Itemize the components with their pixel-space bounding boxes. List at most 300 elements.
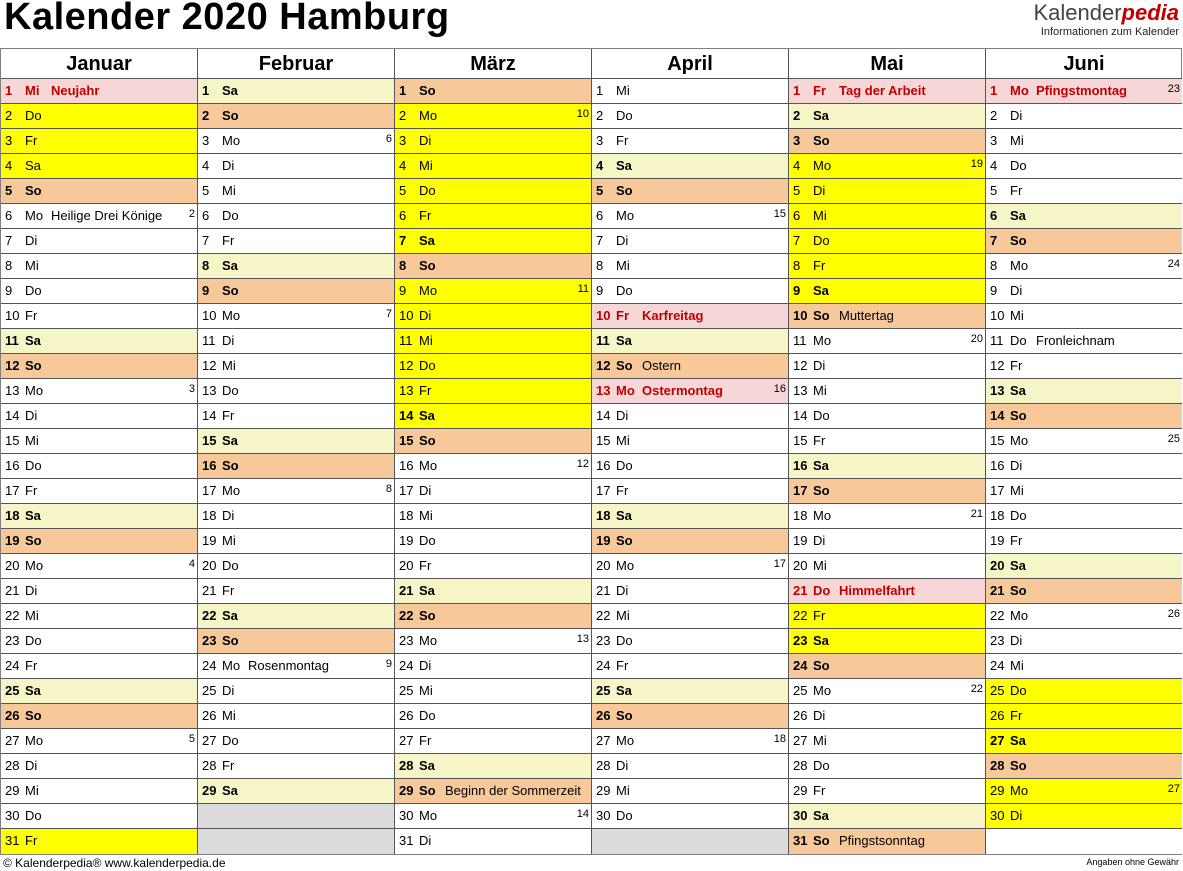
day-number: 17 [399, 483, 414, 498]
day-cell [198, 579, 394, 604]
day-cell [1, 604, 197, 629]
day-number: 12 [399, 358, 414, 373]
day-number: 28 [990, 758, 1005, 773]
day-number: 17 [202, 483, 217, 498]
day-cell [395, 229, 591, 254]
day-number: 14 [202, 408, 217, 423]
day-number: 30 [399, 808, 414, 823]
day-number: 22 [793, 608, 808, 623]
day-cell [1, 254, 197, 279]
weekday: Mi [222, 183, 236, 198]
day-cell [395, 629, 591, 654]
day-number: 23 [202, 633, 217, 648]
brand-logo[interactable] [1033, 2, 1179, 38]
weekday: So [222, 283, 239, 298]
day-number: 7 [596, 233, 604, 248]
weekday: Fr [222, 583, 235, 598]
day-cell [395, 204, 591, 229]
day-number: 18 [990, 508, 1005, 523]
weekday: Do [25, 283, 42, 298]
weekday: Sa [1010, 558, 1026, 573]
day-number: 12 [596, 358, 611, 373]
weekday: Sa [25, 158, 41, 173]
day-number: 17 [990, 483, 1005, 498]
day-cell [986, 504, 1182, 529]
day-cell [1, 104, 197, 129]
day-cell [1, 704, 197, 729]
day-number: 13 [990, 383, 1005, 398]
day-number: 1 [5, 83, 13, 98]
calendar-grid [0, 48, 1182, 855]
day-number: 1 [399, 83, 407, 98]
day-number: 8 [793, 258, 801, 273]
day-cell [789, 229, 985, 254]
day-number: 22 [596, 608, 611, 623]
weekday: Di [419, 483, 432, 498]
weekday: Mo [25, 558, 44, 573]
day-number: 20 [990, 558, 1005, 573]
weekday: Sa [813, 458, 829, 473]
day-cell [986, 329, 1182, 354]
weekday: Sa [419, 583, 435, 598]
day-number: 6 [596, 208, 604, 223]
day-cell [592, 429, 788, 454]
weekday: Mo [25, 383, 44, 398]
day-number: 22 [202, 608, 217, 623]
weekday: Di [222, 333, 235, 348]
day-cell [1, 554, 197, 579]
day-number: 16 [990, 458, 1005, 473]
weekday: Mo [419, 283, 438, 298]
day-cell [198, 479, 394, 504]
day-number: 28 [596, 758, 611, 773]
day-number: 29 [399, 783, 414, 798]
weekday: Di [1010, 458, 1023, 473]
day-cell [789, 554, 985, 579]
month-column [1, 49, 198, 854]
weekday: Sa [222, 258, 238, 273]
day-number: 15 [399, 433, 414, 448]
weekday: Mo [1010, 83, 1029, 98]
weekday: Fr [813, 83, 826, 98]
day-cell [592, 254, 788, 279]
holiday-label: Ostermontag [642, 383, 723, 398]
day-cell [986, 779, 1182, 804]
day-number: 31 [399, 833, 414, 848]
day-number: 23 [399, 633, 414, 648]
day-cell [986, 279, 1182, 304]
day-cell [1, 629, 197, 654]
day-cell [395, 379, 591, 404]
day-number: 6 [202, 208, 210, 223]
day-number: 20 [793, 558, 808, 573]
week-number: 24 [1167, 258, 1180, 270]
weekday: Di [419, 308, 432, 323]
weekday: Mi [813, 208, 827, 223]
day-cell [592, 704, 788, 729]
weekday: Fr [813, 433, 826, 448]
day-number: 26 [596, 708, 611, 723]
day-number: 24 [793, 658, 808, 673]
day-number: 27 [596, 733, 611, 748]
day-cell [986, 229, 1182, 254]
day-number: 29 [793, 783, 808, 798]
day-number: 21 [202, 583, 217, 598]
day-number: 8 [990, 258, 998, 273]
day-cell [395, 154, 591, 179]
day-number: 21 [793, 583, 808, 598]
day-cell [395, 254, 591, 279]
weekday: Do [616, 808, 633, 823]
day-cell [1, 754, 197, 779]
day-number: 21 [990, 583, 1005, 598]
day-cell [789, 629, 985, 654]
week-number: 22 [970, 683, 983, 695]
day-number: 22 [399, 608, 414, 623]
day-number: 5 [596, 183, 604, 198]
day-cell [789, 154, 985, 179]
day-cell [789, 129, 985, 154]
day-cell [789, 254, 985, 279]
day-number: 23 [596, 633, 611, 648]
weekday: Fr [25, 483, 38, 498]
weekday: Do [222, 383, 239, 398]
day-cell [1, 579, 197, 604]
event-label: Muttertag [839, 308, 894, 323]
day-cell [592, 654, 788, 679]
day-cell [592, 804, 788, 829]
weekday: Sa [419, 408, 435, 423]
weekday: Fr [616, 133, 629, 148]
day-number: 11 [990, 333, 1004, 348]
weekday: Do [813, 758, 830, 773]
day-number: 29 [5, 783, 20, 798]
day-number: 11 [596, 333, 610, 348]
footer-disclaimer: Angaben ohne Gewähr [1086, 857, 1179, 867]
day-number: 20 [596, 558, 611, 573]
day-number: 6 [5, 208, 13, 223]
holiday-label: Neujahr [51, 83, 100, 98]
day-cell [198, 704, 394, 729]
weekday: Di [616, 583, 629, 598]
day-number: 26 [990, 708, 1005, 723]
weekday: Mo [616, 383, 635, 398]
day-cell [395, 779, 591, 804]
day-cell [395, 179, 591, 204]
day-cell [986, 654, 1182, 679]
day-number: 7 [399, 233, 407, 248]
day-number: 13 [5, 383, 20, 398]
day-cell [395, 354, 591, 379]
day-number: 15 [5, 433, 20, 448]
day-number: 15 [793, 433, 808, 448]
day-cell [789, 379, 985, 404]
day-number: 8 [202, 258, 210, 273]
day-number: 25 [793, 683, 808, 698]
day-cell [1, 679, 197, 704]
weekday: Do [1010, 158, 1027, 173]
weekday: Mi [222, 358, 236, 373]
weekday: Mo [616, 558, 635, 573]
day-number: 3 [202, 133, 210, 148]
day-cell [789, 804, 985, 829]
day-number: 31 [793, 833, 808, 848]
event-label: Fronleichnam [1036, 333, 1115, 348]
day-number: 1 [596, 83, 604, 98]
weekday: Do [616, 108, 633, 123]
day-number: 18 [399, 508, 414, 523]
day-cell [1, 479, 197, 504]
weekday: Di [1010, 283, 1023, 298]
day-cell [1, 354, 197, 379]
day-cell [592, 629, 788, 654]
month-header: Januar [1, 49, 197, 79]
day-number: 26 [399, 708, 414, 723]
day-number: 24 [596, 658, 611, 673]
day-number: 14 [5, 408, 20, 423]
day-cell [198, 454, 394, 479]
weekday: Mo [222, 308, 241, 323]
weekday: Sa [25, 333, 41, 348]
day-cell [1, 229, 197, 254]
weekday: Fr [813, 258, 826, 273]
weekday: Di [813, 708, 826, 723]
day-cell [789, 429, 985, 454]
weekday: Fr [419, 733, 432, 748]
weekday: Mi [25, 433, 39, 448]
day-number: 6 [399, 208, 407, 223]
day-number: 12 [990, 358, 1005, 373]
day-cell [1, 179, 197, 204]
day-cell [789, 754, 985, 779]
weekday: So [813, 483, 830, 498]
day-cell [789, 79, 985, 104]
day-number: 18 [596, 508, 611, 523]
day-number: 19 [596, 533, 611, 548]
day-cell [986, 404, 1182, 429]
day-number: 26 [5, 708, 20, 723]
day-number: 25 [399, 683, 414, 698]
weekday: Sa [813, 283, 829, 298]
week-number: 5 [188, 733, 195, 745]
weekday: So [419, 258, 436, 273]
weekday: Do [25, 458, 42, 473]
day-number: 10 [5, 308, 20, 323]
day-number: 15 [990, 433, 1005, 448]
holiday-label: Pfingstmontag [1036, 83, 1127, 98]
day-number: 7 [990, 233, 998, 248]
weekday: Fr [25, 133, 38, 148]
weekday: So [813, 658, 830, 673]
week-number: 7 [385, 308, 392, 320]
day-cell [198, 254, 394, 279]
day-number: 20 [202, 558, 217, 573]
day-cell [1, 154, 197, 179]
day-number: 26 [793, 708, 808, 723]
page-title: Kalender 2020 Hamburg [4, 0, 450, 38]
week-number: 3 [188, 383, 195, 395]
weekday: Fr [25, 658, 38, 673]
weekday: Do [419, 708, 436, 723]
event-label: Pfingstsonntag [839, 833, 926, 848]
weekday: Mi [616, 83, 630, 98]
weekday: Mi [419, 333, 433, 348]
holiday-label: Karfreitag [642, 308, 704, 323]
day-number: 16 [793, 458, 808, 473]
weekday: Fr [222, 233, 235, 248]
week-number: 4 [188, 558, 195, 570]
day-cell [592, 529, 788, 554]
weekday: Mi [419, 683, 433, 698]
day-cell [789, 704, 985, 729]
day-number: 3 [990, 133, 998, 148]
day-cell [789, 479, 985, 504]
month-column [592, 49, 789, 854]
weekday: So [616, 533, 633, 548]
day-cell [592, 479, 788, 504]
day-cell [395, 454, 591, 479]
holiday-label: Tag der Arbeit [839, 83, 926, 98]
day-number: 14 [793, 408, 808, 423]
day-cell [986, 554, 1182, 579]
day-cell [198, 329, 394, 354]
day-number: 2 [596, 108, 604, 123]
day-number: 20 [399, 558, 414, 573]
day-cell [986, 204, 1182, 229]
day-number: 1 [990, 83, 998, 98]
day-number: 2 [793, 108, 801, 123]
day-cell [986, 804, 1182, 829]
day-cell [789, 604, 985, 629]
day-number: 11 [793, 333, 807, 348]
weekday: Mi [616, 783, 630, 798]
weekday: So [813, 308, 830, 323]
weekday: Fr [222, 408, 235, 423]
weekday: So [1010, 408, 1027, 423]
footer-copyright: © Kalenderpedia® www.kalenderpedia.de [3, 856, 226, 870]
day-cell [986, 129, 1182, 154]
weekday: Mi [25, 83, 40, 98]
weekday: Mi [1010, 133, 1024, 148]
day-cell [789, 279, 985, 304]
weekday: Mo [25, 733, 44, 748]
day-cell [395, 679, 591, 704]
weekday: Di [1010, 808, 1023, 823]
day-number: 19 [5, 533, 20, 548]
week-number: 10 [576, 108, 589, 120]
day-number: 29 [202, 783, 217, 798]
weekday: Fr [25, 833, 38, 848]
weekday: Fr [1010, 183, 1023, 198]
day-number: 4 [990, 158, 998, 173]
week-number: 14 [576, 808, 589, 820]
day-number: 25 [990, 683, 1005, 698]
day-number: 16 [399, 458, 414, 473]
day-number: 23 [793, 633, 808, 648]
weekday: Mo [813, 158, 832, 173]
day-number: 28 [793, 758, 808, 773]
day-cell [395, 529, 591, 554]
brand-name-accent: pedia [1121, 0, 1179, 25]
day-number: 22 [990, 608, 1005, 623]
day-cell [1, 529, 197, 554]
day-cell [198, 654, 394, 679]
weekday: Mo [616, 733, 635, 748]
day-cell [198, 604, 394, 629]
week-number: 21 [970, 508, 983, 520]
day-number: 8 [399, 258, 407, 273]
weekday: Do [222, 558, 239, 573]
weekday: Di [1010, 108, 1023, 123]
weekday: So [1010, 758, 1027, 773]
day-cell [395, 279, 591, 304]
day-number: 29 [596, 783, 611, 798]
weekday: Mi [813, 733, 827, 748]
weekday: Di [25, 233, 38, 248]
day-cell [986, 604, 1182, 629]
day-cell [1, 329, 197, 354]
weekday: Di [813, 533, 826, 548]
month-column [986, 49, 1182, 854]
day-cell [198, 79, 394, 104]
day-cell [395, 829, 591, 854]
day-cell [198, 554, 394, 579]
day-number: 20 [5, 558, 20, 573]
week-number: 19 [970, 158, 983, 170]
day-number: 27 [990, 733, 1005, 748]
weekday: Sa [419, 758, 435, 773]
day-cell [198, 354, 394, 379]
weekday: Fr [419, 383, 432, 398]
day-cell [198, 179, 394, 204]
weekday: So [616, 183, 633, 198]
day-cell [395, 729, 591, 754]
day-cell [592, 79, 788, 104]
weekday: Di [813, 358, 826, 373]
day-cell [198, 429, 394, 454]
day-cell [986, 104, 1182, 129]
day-cell [198, 129, 394, 154]
weekday: Di [419, 833, 432, 848]
day-number: 12 [202, 358, 217, 373]
day-number: 29 [990, 783, 1005, 798]
day-cell [789, 779, 985, 804]
day-number: 3 [5, 133, 13, 148]
day-number: 9 [596, 283, 604, 298]
day-number: 4 [202, 158, 210, 173]
day-number: 13 [399, 383, 414, 398]
weekday: Mi [25, 258, 39, 273]
day-cell [592, 504, 788, 529]
day-cell [789, 454, 985, 479]
weekday: Di [419, 133, 432, 148]
day-number: 14 [990, 408, 1005, 423]
weekday: Mo [222, 483, 241, 498]
day-number: 28 [399, 758, 414, 773]
weekday: Fr [616, 308, 629, 323]
day-cell [198, 754, 394, 779]
day-cell [1, 429, 197, 454]
day-number: 9 [202, 283, 210, 298]
weekday: Di [25, 408, 38, 423]
day-number: 18 [202, 508, 217, 523]
weekday: Di [616, 233, 629, 248]
week-number: 16 [773, 383, 786, 395]
weekday: Do [25, 633, 42, 648]
day-cell [789, 504, 985, 529]
weekday: Sa [616, 158, 632, 173]
weekday: So [419, 608, 436, 623]
